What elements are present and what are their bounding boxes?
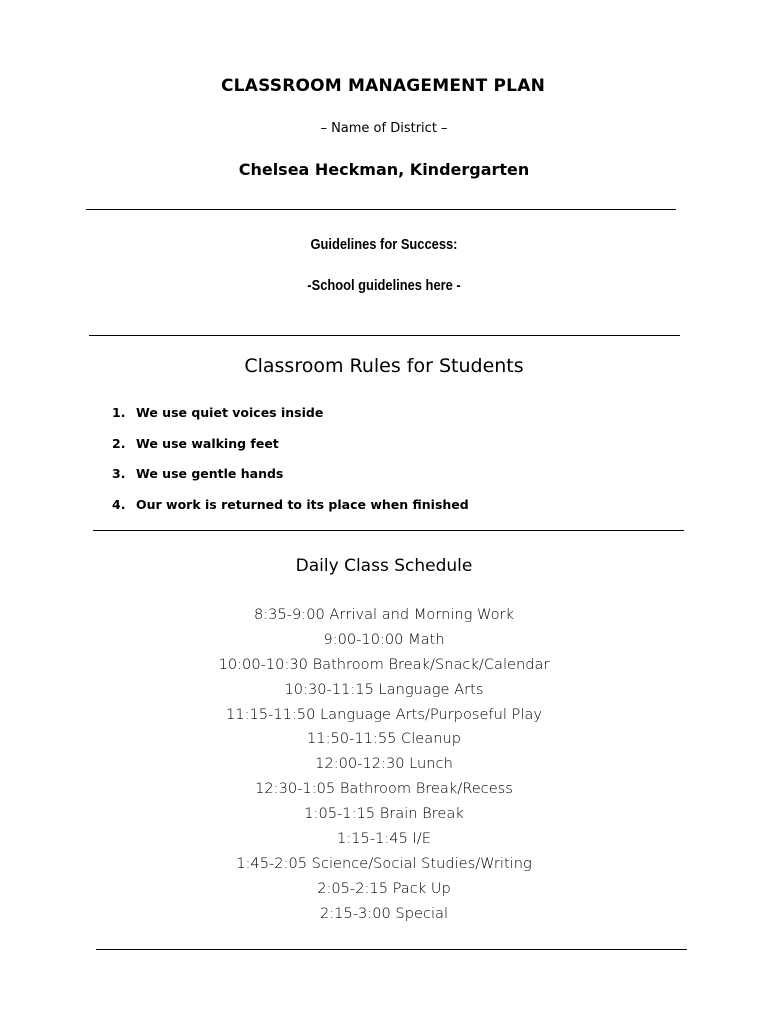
guidelines-text: -School guidelines here - <box>307 277 461 294</box>
rule-text: We use gentle hands <box>136 466 284 482</box>
schedule-item: 8:35-9:00 Arrival and Morning Work <box>253 606 515 623</box>
rule-number: 1. <box>112 405 126 420</box>
divider <box>93 530 684 531</box>
guidelines-heading: Guidelines for Success: <box>310 236 458 253</box>
rule-number: 3. <box>112 466 126 482</box>
divider <box>96 949 687 950</box>
schedule-item: 10:00-10:30 Bathroom Break/Snack/Calendar <box>218 655 550 673</box>
rules-list <box>112 403 469 526</box>
divider <box>89 335 680 336</box>
rule-text: We use walking feet <box>136 435 279 451</box>
rule-number: 4. <box>112 497 126 513</box>
schedule-item: 2:15-3:00 Special <box>319 904 449 922</box>
schedule-item: 12:30-1:05 Bathroom Break/Recess <box>255 780 513 798</box>
divider <box>86 209 676 210</box>
list-item <box>112 495 469 526</box>
schedule-item: 12:00-12:30 Lunch <box>315 755 453 773</box>
schedule-item: 1:05-1:15 Brain Break <box>304 805 464 823</box>
list-item <box>112 434 469 465</box>
rule-text: Our work is returned to its place when finished <box>136 497 469 513</box>
teacher-name: Chelsea Heckman, Kindergarten <box>238 160 530 179</box>
schedule-list <box>0 603 768 927</box>
list-item <box>112 464 469 495</box>
rule-number: 2. <box>112 435 126 451</box>
schedule-heading: Daily Class Schedule <box>295 556 473 576</box>
schedule-item: 11:15-11:50 Language Arts/Purposeful Play <box>226 705 542 723</box>
schedule-item: 10:30-11:15 Language Arts <box>284 680 484 698</box>
document-title: CLASSROOM MANAGEMENT PLAN <box>221 76 545 96</box>
schedule-item: 1:45-2:05 Science/Social Studies/Writing <box>236 854 532 872</box>
schedule-item: 2:05-2:15 Pack Up <box>317 879 451 897</box>
rule-text: We use quiet voices inside <box>136 405 324 420</box>
rules-heading: Classroom Rules for Students <box>244 355 524 377</box>
schedule-item: 11:50-11:55 Cleanup <box>307 730 461 748</box>
district-name: – Name of District – <box>320 121 448 136</box>
schedule-item: 9:00-10:00 Math <box>323 630 445 648</box>
schedule-item: 1:15-1:45 I/E <box>337 830 431 848</box>
list-item <box>112 403 469 434</box>
